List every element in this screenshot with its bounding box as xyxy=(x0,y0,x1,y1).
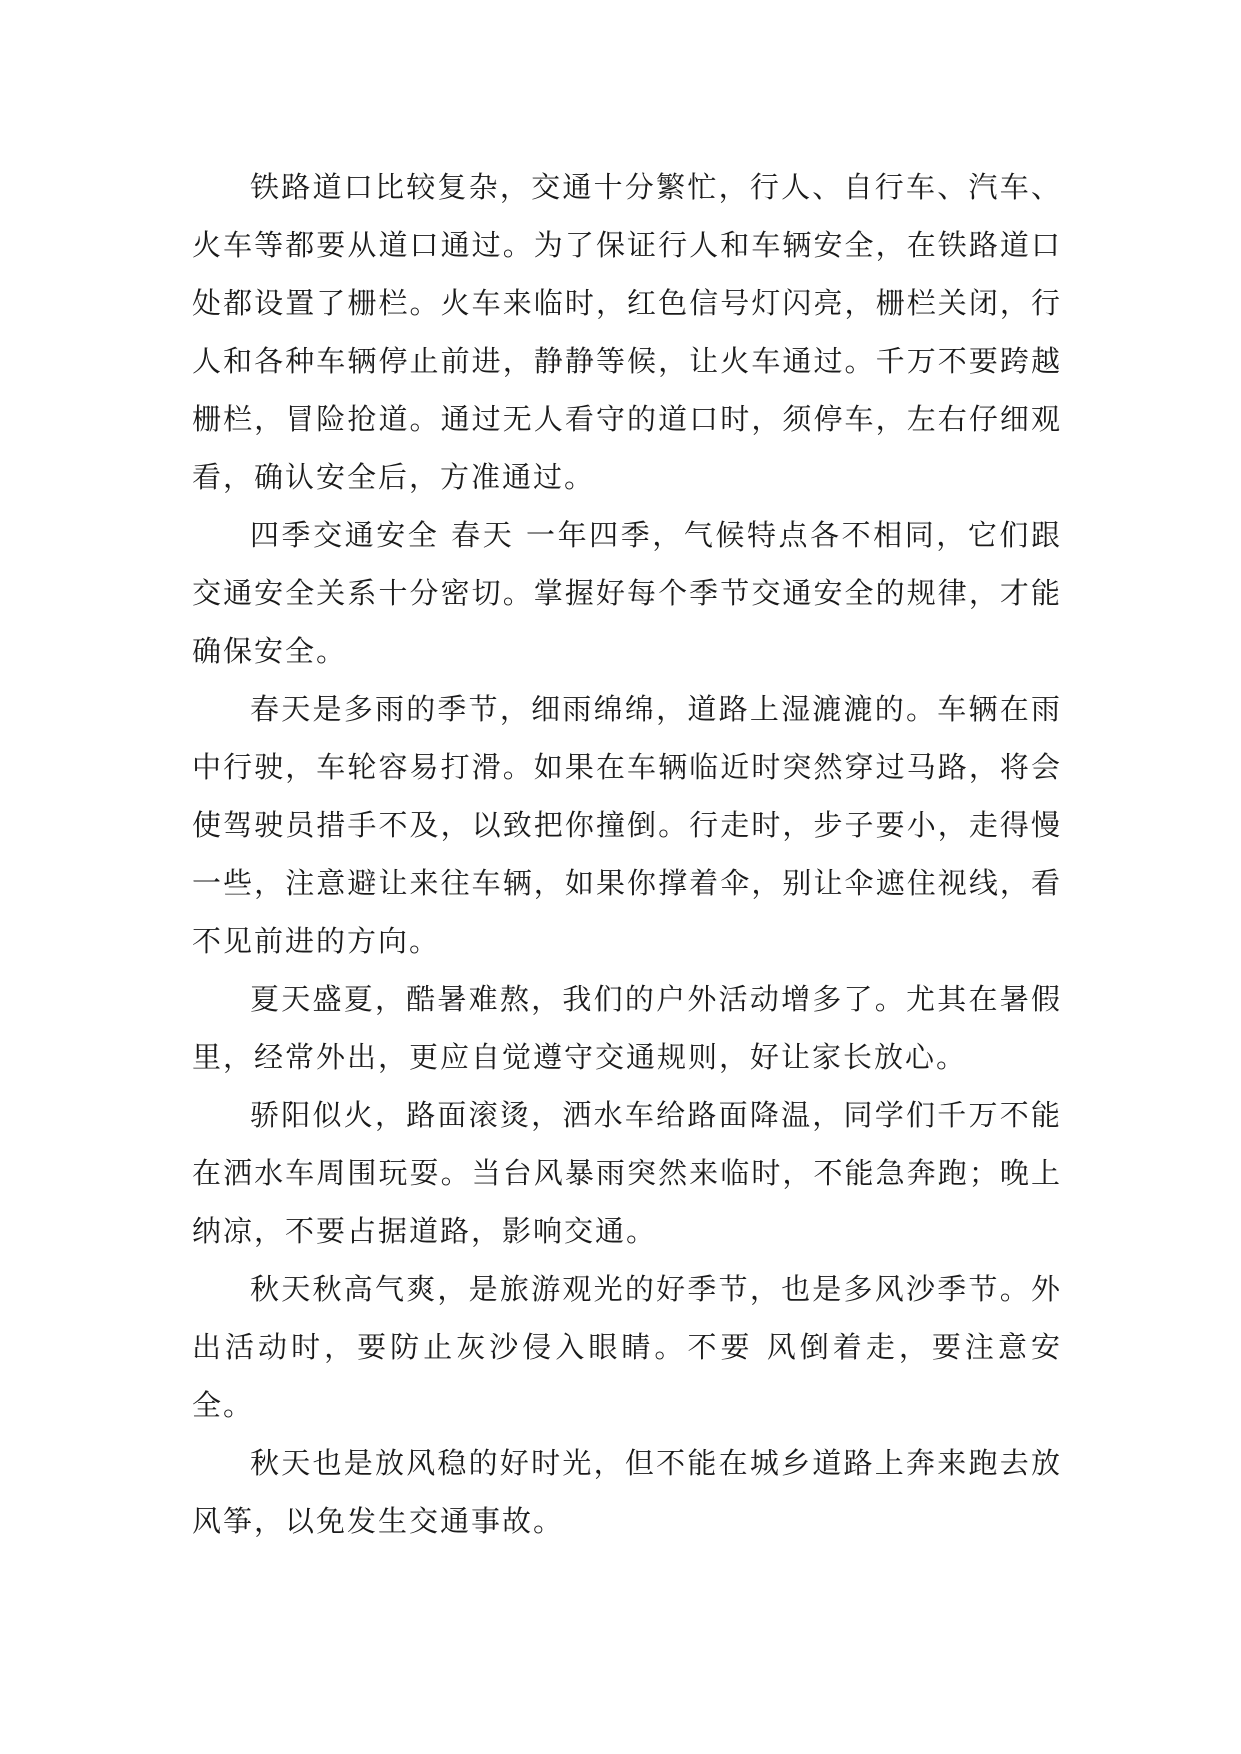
paragraph-summer: 夏天盛夏，酷暑难熬，我们的户外活动增多了。尤其在暑假里，经常外出，更应自觉遵守交通规则，好让家长放心。 xyxy=(192,982,1062,1074)
document-body xyxy=(192,158,1062,1550)
paragraph-autumn-kites: 秋天也是放风稳的好时光，但不能在城乡道路上奔来跑去放风筝，以免发生交通事故。 xyxy=(192,1446,1062,1538)
paragraph-spring: 春天是多雨的季节，细雨绵绵，道路上湿漉漉的。车辆在雨中行驶，车轮容易打滑。如果在车辆临近时突然穿过马路，将会使驾驶员措手不及，以致把你撞倒。行走时，步子要小，走得慢一些，注意避让来往车辆，如果你撑着伞，别让伞遮住视线，看不见前进的方向。 xyxy=(192,692,1062,958)
paragraph-summer-heat: 骄阳似火，路面滚烫，洒水车给路面降温，同学们千万不能在洒水车周围玩耍。当台风暴雨突然来临时，不能急奔跑；晚上纳凉，不要占据道路，影响交通。 xyxy=(192,1098,1062,1248)
paragraph-four-seasons-intro: 四季交通安全 春天 一年四季，气候特点各不相同，它们跟交通安全关系十分密切。掌握好每个季节交通安全的规律，才能确保安全。 xyxy=(192,518,1062,668)
paragraph-autumn: 秋天秋高气爽，是旅游观光的好季节，也是多风沙季节。外出活动时，要防止灰沙侵入眼睛。不要 风倒着走，要注意安全。 xyxy=(192,1272,1062,1422)
paragraph-railway-crossing: 铁路道口比较复杂，交通十分繁忙，行人、自行车、汽车、火车等都要从道口通过。为了保证行人和车辆安全，在铁路道口处都设置了栅栏。火车来临时，红色信号灯闪亮，栅栏关闭，行人和各种车辆停止前进，静静等候，让火车通过。千万不要跨越栅栏，冒险抢道。通过无人看守的道口时，须停车，左右仔细观看，确认安全后，方准通过。 xyxy=(192,170,1062,494)
